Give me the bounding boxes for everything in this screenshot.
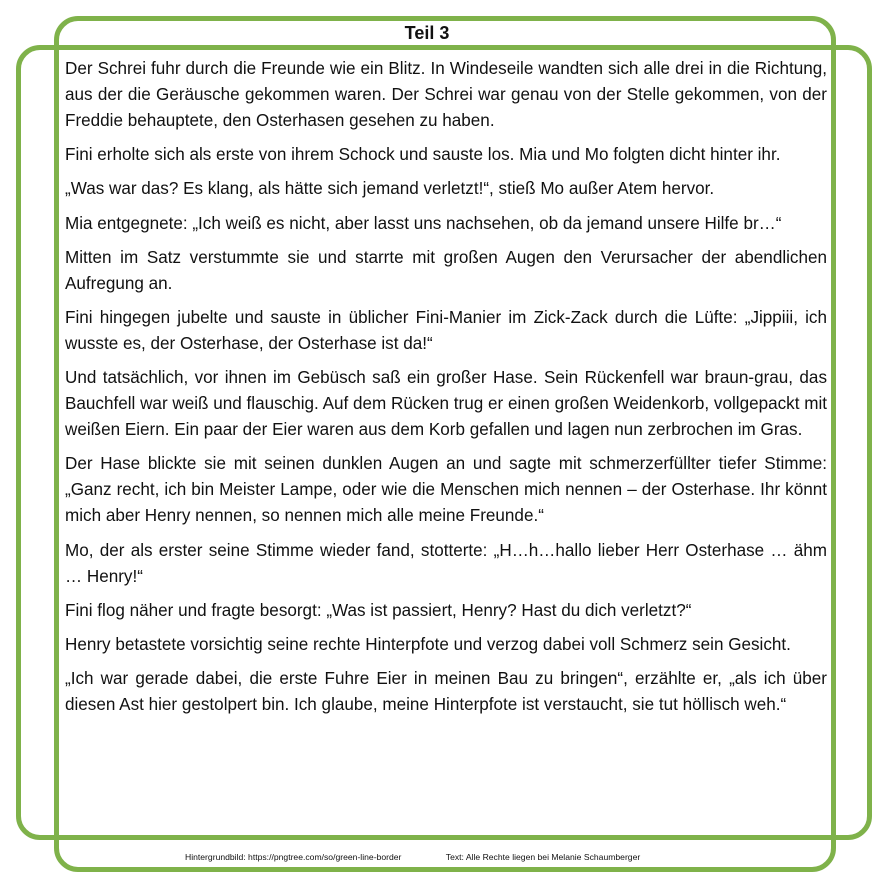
paragraph-11: Henry betastete vorsichtig seine rechte Hinterpfote und verzog dabei voll Schmerz sein Gesicht.	[65, 634, 791, 654]
paragraph-1: Der Schrei fuhr durch die Freunde wie ein Blitz. In Windeseile wandten sich alle drei in die Richtung, aus der die Geräusche gekommen waren. Der Schrei war genau von der Stelle gekommen, von der Freddie behauptete, den Osterhasen gesehen zu haben.	[65, 59, 827, 130]
paragraph-8: Der Hase blickte sie mit seinen dunklen Augen an und sagte mit schmerzerfüllter tiefer Stimme: „Ganz recht, ich bin Meister Lampe, oder wie die Menschen mich nennen – der Osterhase. Ihr könnt mich aber Henry nennen, so nennen mich alle meine Freunde.“	[65, 454, 827, 526]
paragraph-6: Fini hingegen jubelte und sauste in üblicher Fini-Manier im Zick-Zack durch die Lüfte: „Jippiii, ich wusste es, der Osterhase, der Osterhase ist da!“	[65, 307, 827, 353]
paragraph-4: Mia entgegnete: „Ich weiß es nicht, aber lasst uns nachsehen, ob da jemand unsere Hilfe br…“	[65, 213, 782, 233]
paragraph-3: „Was war das? Es klang, als hätte sich jemand verletzt!“, stieß Mo außer Atem hervor.	[65, 179, 715, 199]
paragraph-7: Und tatsächlich, vor ihnen im Gebüsch saß ein großer Hase. Sein Rückenfell war braun-grau, das Bauchfell war weiß und flauschig. Auf dem Rücken trug er einen großen Weidenkorb, vollgepackt mit weißen Eiern. Ein paar der Eier waren aus dem Korb gefallen und lagen nun zerbrochen im Gras.	[65, 368, 827, 440]
paragraph-2: Fini erholte sich als erste von ihrem Schock und sauste los. Mia und Mo folgten dicht hinter ihr.	[65, 145, 781, 165]
paragraph-10: Fini flog näher und fragte besorgt: „Was ist passiert, Henry? Hast du dich verletzt?“	[65, 600, 692, 620]
image-credit: Hintergrundbild: https://pngtree.com/so/green-line-border	[185, 852, 402, 862]
paragraph-5: Mitten im Satz verstummte sie und starrte mit großen Augen den Verursacher der abendlichen Aufregung an.	[65, 247, 827, 293]
text-credit: Text: Alle Rechte liegen bei Melanie Schaumberger	[445, 852, 641, 862]
page-title: Teil 3	[404, 23, 450, 43]
paragraph-9: Mo, der als erster seine Stimme wieder fand, stotterte: „H…h…hallo lieber Herr Osterhase … ähm … Henry!“	[65, 540, 827, 586]
document-page	[65, 18, 827, 868]
story-text	[65, 56, 827, 726]
paragraph-12: „Ich war gerade dabei, die erste Fuhre Eier in meinen Bau zu bringen“, erzählte er, „als ich über diesen Ast hier gestolpert bin. Ich glaube, meine Hinterpfote ist verstaucht, sie tut höllisch weh.“	[65, 669, 827, 715]
footer-credits	[185, 851, 640, 863]
